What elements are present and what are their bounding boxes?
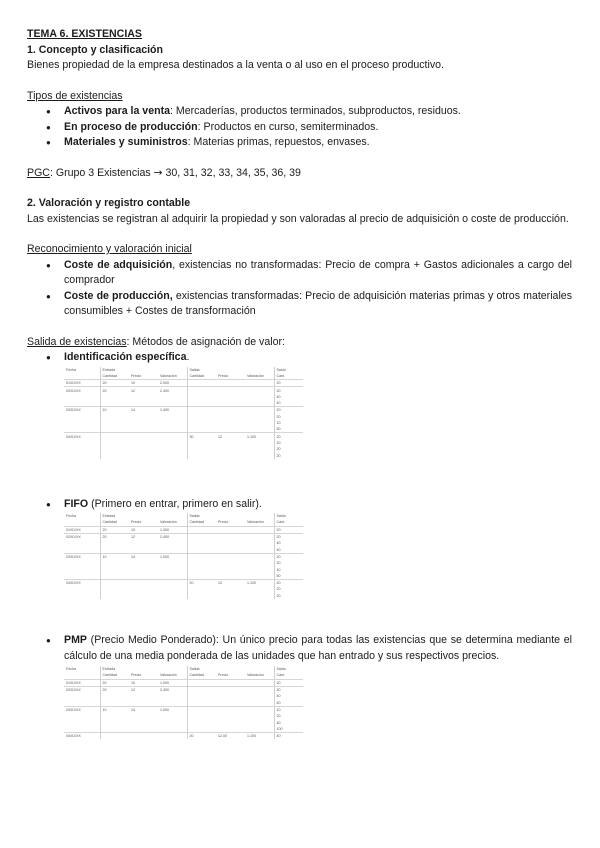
table-cell: 50 [274, 573, 303, 580]
table-cell [245, 553, 274, 560]
table-cell: 40 [274, 400, 303, 407]
table-cell: 20 [100, 380, 129, 387]
reconocimiento-heading: Reconocimiento y valoración inicial [27, 243, 192, 255]
table-row [64, 706, 303, 713]
table-cell: Cantidad [100, 373, 129, 380]
table-row [64, 526, 303, 533]
table-cell: Precio [218, 373, 229, 378]
table-cell [245, 533, 274, 540]
table-cell: 40 [274, 699, 303, 706]
table-cell: Entrada [100, 367, 187, 373]
table-cell: 02/01/XX [64, 533, 100, 540]
table-row [64, 400, 303, 407]
table-cell: 03/01/XX [64, 706, 100, 713]
table-cell: 100 [274, 726, 303, 733]
table-cell [216, 573, 245, 580]
table-cell: 20 [274, 713, 303, 719]
table-cell [187, 380, 216, 387]
table-cell: 1.000 [158, 526, 187, 533]
table-cell [129, 573, 158, 580]
table-cell: 50 [274, 426, 303, 433]
table-cell [100, 573, 129, 580]
table-cell [187, 426, 216, 433]
section2-text: Las existencias se registran al adquirir la propiedad y son valoradas al precio de adquisición o coste de producción. [27, 212, 569, 225]
table-cell [100, 726, 129, 733]
table-cell [158, 579, 187, 586]
table-cell [129, 400, 158, 407]
table-cell [129, 546, 158, 553]
table-cell: 20 [274, 560, 303, 566]
table-cell: 20 [274, 579, 303, 586]
table-row [64, 686, 303, 693]
table-cell: 20 [274, 433, 303, 440]
table-cell [216, 679, 245, 686]
table-cell: 20 [274, 586, 303, 592]
table-cell [216, 593, 245, 599]
table-cell [245, 452, 274, 458]
table-cell [64, 699, 100, 706]
table-row [64, 573, 303, 580]
document-page [27, 27, 572, 762]
table-cell: Entrada [100, 513, 187, 519]
table-cell [187, 726, 216, 733]
arrow-right-icon: → [153, 166, 163, 179]
table-cell [216, 546, 245, 553]
table-cell: 10 [129, 526, 158, 533]
table-cell [129, 579, 158, 586]
table-cell [216, 553, 245, 560]
table-cell [187, 387, 216, 394]
table-cell [100, 400, 129, 407]
table-cell: 30 [187, 433, 216, 440]
table-subheader-row [64, 672, 303, 679]
table-cell [245, 706, 274, 713]
salida-line: Salida de existencias: Métodos de asignación de valor: [27, 335, 285, 348]
table-cell: 40 [274, 732, 303, 739]
table-cell: Salida [187, 666, 274, 672]
table-cell [100, 433, 129, 440]
table-cell [129, 732, 158, 739]
table-cell [158, 726, 187, 733]
list-item: ● Activos para la venta: Mercaderías, productos terminados, subproductos, residuos. [27, 104, 572, 120]
table-cell: Cantidad [187, 672, 216, 679]
table-row [64, 407, 303, 414]
table-cell: 20 [187, 732, 216, 739]
table-cell: Cantidad [187, 519, 216, 526]
table-cell: 12 [216, 579, 245, 586]
table-cell: 02/01/XX [64, 686, 100, 693]
table-row [64, 533, 303, 540]
table-cell: 14 [129, 553, 158, 560]
table-cell [129, 593, 158, 599]
table-cell [187, 546, 216, 553]
table-cell: 20 [100, 387, 129, 394]
table-subheader-row [64, 519, 303, 526]
method-pmp: ● PMP (Precio Medio Ponderado): Un único precio para todas las existencias que se determina mediante el cálculo de una media ponderada de las unidades que han entrado y sus respectivos precios. [27, 633, 572, 664]
table-cell: 04/01/XX [64, 732, 100, 739]
table-cell [100, 546, 129, 553]
table-cell [216, 400, 245, 407]
table-cell: Valoración [247, 673, 264, 678]
table-cell: 40 [274, 394, 303, 400]
table-cell: 40 [274, 719, 303, 725]
table-row [64, 699, 303, 706]
reconocimiento-list [27, 258, 572, 320]
table-cell [245, 380, 274, 387]
table-row [64, 732, 303, 739]
table-cell: Valoración [160, 373, 177, 378]
table-pmp [27, 666, 572, 762]
table-cell: Cant. [274, 672, 303, 679]
table-cell [64, 573, 100, 580]
table-cell: 10 [274, 706, 303, 713]
table-cell: Precio [131, 673, 142, 678]
table-cell: Cant. [274, 519, 303, 526]
pgc-line: PGC: Grupo 3 Existencias → 30, 31, 32, 33, 34, 35, 36, 39 [27, 166, 301, 179]
table-cell: Salida [187, 513, 274, 519]
table-cell: 12,00 [216, 732, 245, 739]
table-cell: Cantidad [187, 373, 216, 380]
table-row [64, 433, 303, 440]
table-cell [158, 593, 187, 599]
table-cell: 40 [274, 540, 303, 546]
table-cell [245, 593, 274, 599]
table-cell: 2.400 [158, 533, 187, 540]
table-cell [216, 407, 245, 414]
table-cell: 1.100 [245, 732, 274, 739]
table-row [64, 426, 303, 433]
table-cell: 40 [274, 546, 303, 553]
table-cell: 04/01/XX [64, 433, 100, 440]
table-cell: Precio [131, 520, 142, 525]
table-cell: Saldo [274, 666, 303, 672]
section1-text: Bienes propiedad de la empresa destinados a la venta o al uso en el proceso productivo. [27, 59, 444, 71]
table-cell [216, 452, 245, 458]
inventory-table [64, 513, 303, 599]
table-cell [64, 519, 100, 526]
table-cell [158, 452, 187, 458]
table-cell [158, 400, 187, 407]
table-cell: 20 [274, 407, 303, 414]
table-row [64, 546, 303, 553]
table-cell [64, 726, 100, 733]
table-cell: 03/01/XX [64, 407, 100, 414]
table-cell [187, 686, 216, 693]
table-cell [129, 726, 158, 733]
table-cell: Valoración [160, 673, 177, 678]
table-cell: 04/01/XX [64, 579, 100, 586]
section2-heading: 2. Valoración y registro contable [27, 197, 191, 209]
table-cell: 20 [274, 446, 303, 452]
table-cell [64, 593, 100, 599]
table-cell [245, 526, 274, 533]
table-cell: 1.000 [158, 553, 187, 560]
table-cell: Valoración [160, 520, 177, 525]
table-cell [158, 433, 187, 440]
table-cell: Salida [187, 367, 274, 373]
table-cell [245, 426, 274, 433]
table-row [64, 679, 303, 686]
table-cell [216, 387, 245, 394]
table-row [64, 593, 303, 599]
table-identificacion [27, 367, 572, 493]
table-cell [245, 699, 274, 706]
table-cell [158, 426, 187, 433]
list-item: ● Coste de adquisición, existencias no transformadas: Precio de compra + Gastos adicionales a cargo del comprador [27, 258, 572, 289]
table-cell [245, 387, 274, 394]
inventory-table [64, 666, 303, 739]
table-cell [187, 573, 216, 580]
table-cell: Fecha [66, 667, 76, 672]
table-cell: 10 [100, 407, 129, 414]
method-identificacion: ● Identificación específica. [27, 350, 572, 366]
table-cell [64, 400, 100, 407]
table-row [64, 387, 303, 394]
table-cell [187, 407, 216, 414]
list-item: ● En proceso de producción: Productos en curso, semiterminados. [27, 120, 572, 136]
table-cell [216, 533, 245, 540]
table-cell: 2.400 [158, 387, 187, 394]
table-cell [216, 726, 245, 733]
table-cell: Saldo [274, 513, 303, 519]
table-cell: Cantidad [100, 519, 129, 526]
table-cell: 40 [274, 693, 303, 699]
table-cell [187, 679, 216, 686]
table-cell [216, 686, 245, 693]
table-cell [216, 699, 245, 706]
table-cell: 20 [274, 679, 303, 686]
table-cell: 20 [274, 593, 303, 599]
table-cell: 1.000 [158, 679, 187, 686]
table-cell [64, 452, 100, 458]
table-cell [187, 593, 216, 599]
table-cell [187, 526, 216, 533]
table-cell: 1.100 [245, 579, 274, 586]
inventory-table [64, 367, 303, 459]
table-cell: 14 [129, 407, 158, 414]
table-cell [187, 699, 216, 706]
table-cell: 12 [129, 533, 158, 540]
page-title: TEMA 6. EXISTENCIAS [27, 28, 142, 40]
table-cell [64, 426, 100, 433]
table-cell: 20 [274, 380, 303, 387]
table-cell: 20 [274, 452, 303, 458]
table-cell [64, 546, 100, 553]
table-cell: Cantidad [100, 672, 129, 679]
table-cell [100, 699, 129, 706]
table-cell [100, 452, 129, 458]
table-cell: 2.000 [158, 380, 187, 387]
table-cell [129, 699, 158, 706]
tipos-list [27, 104, 572, 151]
table-cell [100, 593, 129, 599]
table-cell [187, 452, 216, 458]
section1-heading: 1. Concepto y clasificación [27, 43, 163, 56]
table-cell [100, 732, 129, 739]
table-cell [245, 679, 274, 686]
table-cell: Fecha [66, 514, 76, 519]
table-cell [158, 546, 187, 553]
table-cell: 20 [274, 526, 303, 533]
table-cell [245, 686, 274, 693]
table-cell: 20 [100, 526, 129, 533]
table-cell: 20 [274, 414, 303, 420]
list-item: ● Materiales y suministros: Materias primas, repuestos, envases. [27, 135, 572, 151]
table-cell [216, 380, 245, 387]
table-cell [100, 579, 129, 586]
table-cell [129, 426, 158, 433]
table-cell [187, 400, 216, 407]
table-row [64, 726, 303, 733]
table-cell: 20 [100, 686, 129, 693]
table-cell: 03/01/XX [64, 553, 100, 560]
table-cell: 1.100 [245, 433, 274, 440]
table-cell: Valoración [247, 373, 264, 378]
table-cell: 10 [274, 420, 303, 426]
table-cell [64, 373, 100, 380]
method-fifo: ● FIFO (Primero en entrar, primero en salir). [27, 497, 572, 513]
table-cell [245, 407, 274, 414]
table-subheader-row [64, 373, 303, 380]
table-cell [158, 699, 187, 706]
table-row [64, 579, 303, 586]
table-cell [129, 433, 158, 440]
table-cell: 20 [274, 440, 303, 446]
table-cell: 10 [129, 380, 158, 387]
table-cell: 10 [129, 679, 158, 686]
table-cell [187, 533, 216, 540]
methods-list [27, 350, 572, 366]
table-cell: 20 [274, 533, 303, 540]
table-cell: 20 [100, 533, 129, 540]
table-cell: 02/01/XX [64, 387, 100, 394]
table-cell: 20 [274, 686, 303, 693]
table-cell: Fecha [66, 367, 76, 372]
table-row [64, 452, 303, 458]
table-row [64, 553, 303, 560]
table-cell: 01/01/XX [64, 380, 100, 387]
table-cell: Saldo [274, 367, 303, 373]
table-cell [187, 706, 216, 713]
tipos-heading: Tipos de existencias [27, 89, 123, 102]
table-cell: Precio [218, 520, 229, 525]
table-cell: 10 [100, 706, 129, 713]
table-cell: Precio [218, 673, 229, 678]
table-cell: 01/01/XX [64, 526, 100, 533]
table-cell: 14 [129, 706, 158, 713]
table-row [64, 380, 303, 387]
table-cell: 20 [274, 387, 303, 394]
list-item: ● Coste de producción, existencias transformadas: Precio de adquisición materias primas y otros materiales consumibles + Costes de transformación [27, 289, 572, 320]
table-cell [129, 452, 158, 458]
table-cell [216, 426, 245, 433]
table-cell [245, 546, 274, 553]
table-cell: 20 [274, 553, 303, 560]
table-cell: 12 [216, 433, 245, 440]
table-cell: 1.400 [158, 407, 187, 414]
table-cell [64, 672, 100, 679]
table-cell: Valoración [247, 520, 264, 525]
table-cell: Cant. [274, 373, 303, 380]
table-cell [245, 573, 274, 580]
table-cell: 20 [187, 579, 216, 586]
table-cell: Precio [131, 373, 142, 378]
table-cell [100, 426, 129, 433]
table-cell [245, 726, 274, 733]
table-cell [216, 706, 245, 713]
table-cell [216, 526, 245, 533]
table-cell: 2.400 [158, 686, 187, 693]
table-cell [187, 553, 216, 560]
table-cell: 12 [129, 387, 158, 394]
table-cell: 20 [100, 679, 129, 686]
table-cell: 01/01/XX [64, 679, 100, 686]
table-cell: 10 [274, 566, 303, 572]
table-cell: 1.000 [158, 706, 187, 713]
table-cell [245, 400, 274, 407]
table-cell: Entrada [100, 666, 187, 672]
table-cell: 10 [100, 553, 129, 560]
table-fifo [27, 513, 572, 629]
table-cell [158, 732, 187, 739]
table-cell [158, 573, 187, 580]
table-cell: 12 [129, 686, 158, 693]
